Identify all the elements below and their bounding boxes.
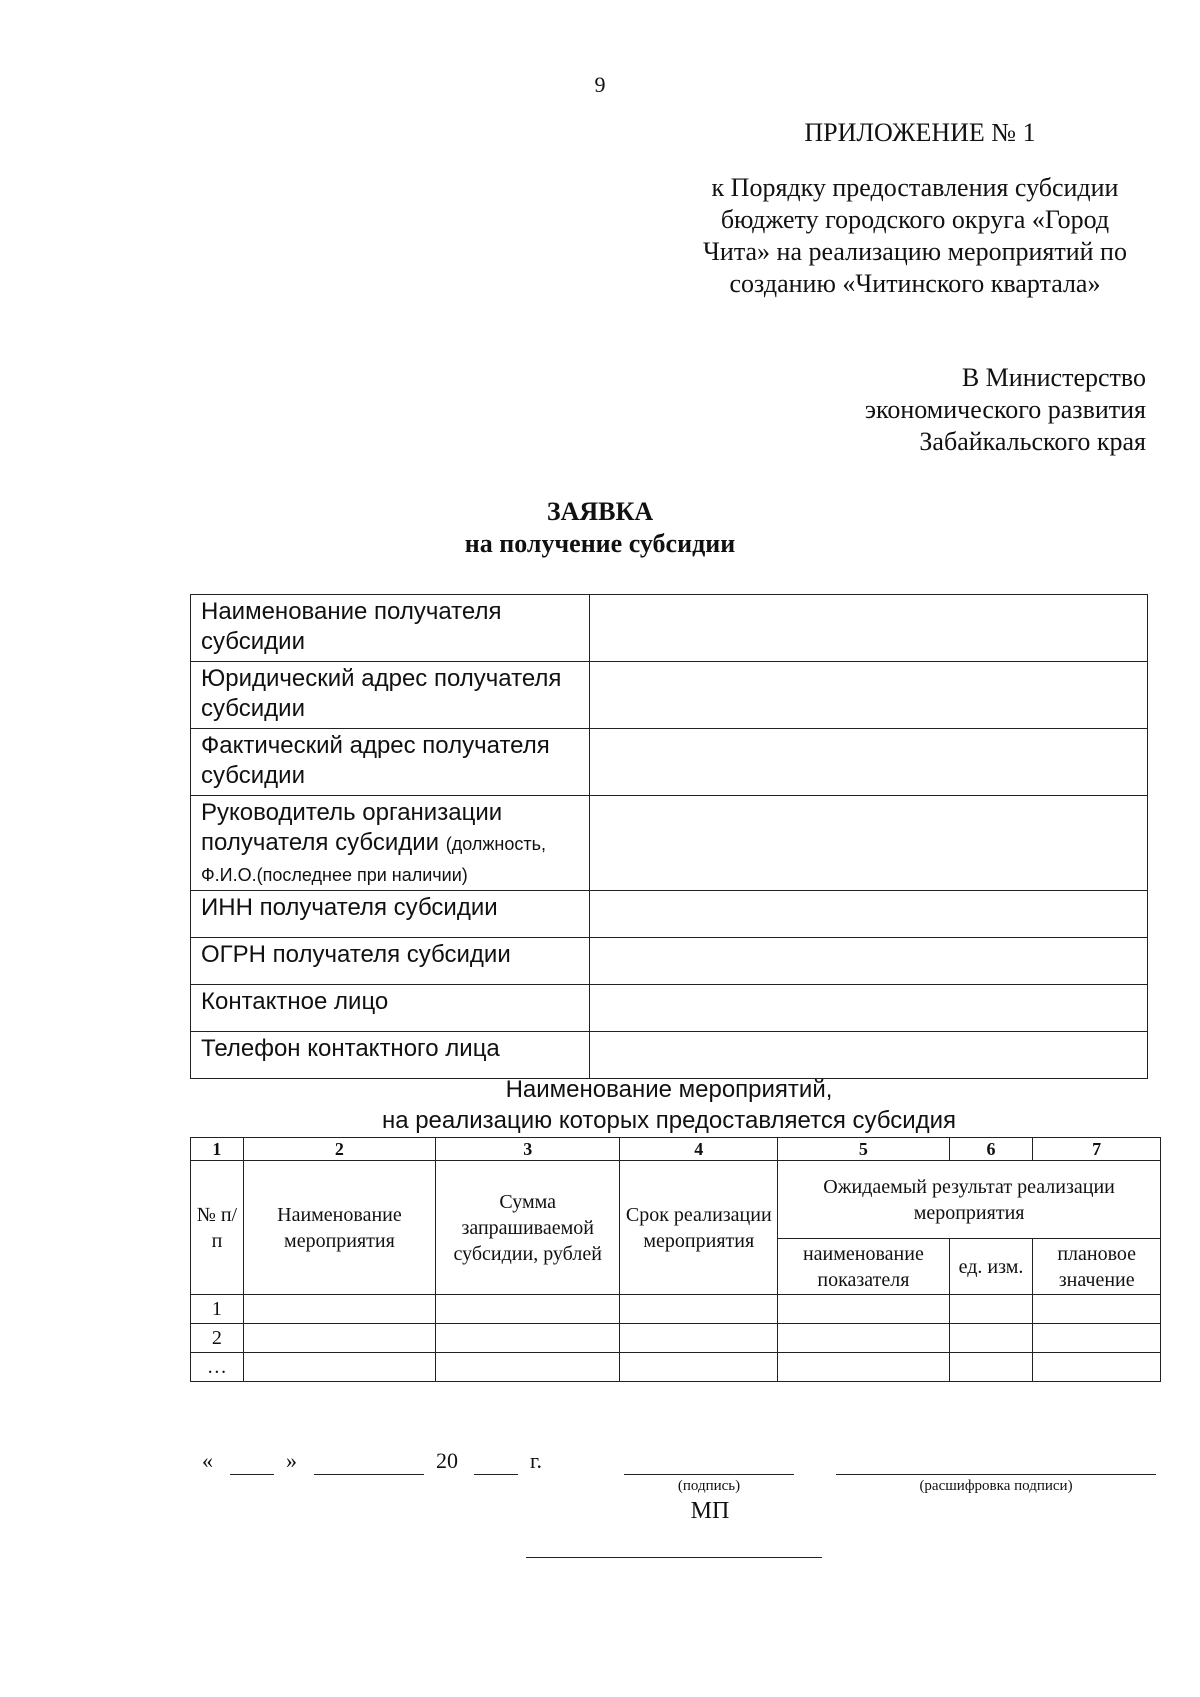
header-sum: Сумма запрашиваемой субсидии, рублей: [436, 1161, 620, 1295]
info-value-cell[interactable]: [590, 1032, 1148, 1079]
header-term: Срок реализации мероприятия: [620, 1161, 778, 1295]
header-result: Ожидаемый результат реализации мероприятия: [778, 1161, 1161, 1239]
appendix-title: ПРИЛОЖЕНИЕ № 1: [804, 118, 1036, 147]
table-cell[interactable]: [1033, 1324, 1161, 1353]
events-caption: [190, 1074, 1148, 1136]
stamp-label: МП: [690, 1498, 730, 1524]
table-cell[interactable]: [436, 1324, 620, 1353]
header-indicator: наименование показателя: [778, 1239, 949, 1295]
order-line: созданию «Читинского квартала»: [729, 269, 1101, 298]
header-no: № п/п: [191, 1161, 244, 1295]
info-row: [191, 796, 1148, 891]
table-cell[interactable]: [949, 1295, 1033, 1324]
month-blank[interactable]: [314, 1474, 424, 1475]
column-number: 2: [243, 1138, 435, 1161]
info-label: Контактное лицо: [191, 985, 590, 1032]
info-label-note: (должность, Ф.И.О.(последнее при наличии): [201, 834, 546, 885]
info-label: Руководитель организации получателя субсидии: [201, 799, 503, 856]
column-number: 5: [778, 1138, 949, 1161]
info-label-cell: [191, 796, 590, 891]
order-line: бюджету городского округа «Город: [720, 205, 1110, 234]
recipient-line: В Министерство: [961, 363, 1146, 392]
info-label: Фактический адрес получателя субсидии: [191, 729, 590, 796]
events-caption-line: Наименование мероприятий,: [505, 1076, 833, 1103]
signature-line[interactable]: [624, 1474, 794, 1475]
applicant-info-table: [190, 594, 1148, 1079]
year-suffix: г.: [530, 1448, 543, 1473]
table-cell[interactable]: [778, 1295, 949, 1324]
info-label: ОГРН получателя субсидии: [191, 938, 590, 985]
table-cell[interactable]: [949, 1324, 1033, 1353]
document-subtitle: на получение субсидии: [464, 529, 736, 558]
day-blank[interactable]: [230, 1474, 274, 1475]
table-cell[interactable]: [778, 1324, 949, 1353]
recipient-line: экономического развития: [864, 395, 1146, 424]
info-row: [191, 1032, 1148, 1079]
table-cell[interactable]: [1033, 1353, 1161, 1382]
header-planned: плановое значение: [1033, 1239, 1161, 1295]
order-line: к Порядку предоставления субсидии: [711, 173, 1119, 202]
decoding-caption: (расшифровка подписи): [919, 1478, 1073, 1494]
recipient-block: [865, 362, 1146, 458]
column-number: 6: [949, 1138, 1033, 1161]
table-cell[interactable]: [243, 1295, 435, 1324]
order-reference: [680, 172, 1150, 300]
info-row: [191, 595, 1148, 662]
signature-caption: (подпись): [677, 1478, 741, 1494]
info-row: [191, 938, 1148, 985]
info-row: [191, 891, 1148, 938]
table-row: [191, 1324, 1161, 1353]
table-cell[interactable]: [620, 1295, 778, 1324]
year-blank[interactable]: [474, 1474, 518, 1475]
table-cell[interactable]: [949, 1353, 1033, 1382]
year-prefix: 20: [436, 1448, 458, 1473]
info-value-cell[interactable]: [590, 595, 1148, 662]
info-row: [191, 729, 1148, 796]
bottom-line: [526, 1557, 822, 1558]
info-label: Телефон контактного лица: [191, 1032, 590, 1079]
order-line: Чита» на реализацию мероприятий по: [703, 237, 1127, 266]
info-value-cell[interactable]: [590, 938, 1148, 985]
table-cell[interactable]: [778, 1353, 949, 1382]
table-cell[interactable]: [620, 1324, 778, 1353]
column-number: 7: [1033, 1138, 1161, 1161]
column-number: 1: [191, 1138, 244, 1161]
document-title: ЗАЯВКА: [546, 497, 654, 526]
info-value-cell[interactable]: [590, 891, 1148, 938]
table-cell[interactable]: [436, 1295, 620, 1324]
info-label: ИНН получателя субсидии: [191, 891, 590, 938]
quote-open: «: [202, 1448, 213, 1473]
header-row: [191, 1161, 1161, 1239]
table-cell[interactable]: [1033, 1295, 1161, 1324]
info-label: Юридический адрес получателя субсидии: [191, 662, 590, 729]
info-row: [191, 662, 1148, 729]
row-number: …: [191, 1353, 244, 1382]
decoding-line[interactable]: [836, 1474, 1156, 1475]
recipient-line: Забайкальского края: [919, 427, 1146, 456]
column-number: 4: [620, 1138, 778, 1161]
info-value-cell[interactable]: [590, 662, 1148, 729]
column-number: 3: [436, 1138, 620, 1161]
info-value-cell[interactable]: [590, 796, 1148, 891]
quote-close: »: [286, 1448, 297, 1473]
table-cell[interactable]: [243, 1353, 435, 1382]
info-row: [191, 985, 1148, 1032]
events-caption-line: на реализацию которых предоставляется субсидия: [381, 1107, 957, 1134]
row-number: 1: [191, 1295, 244, 1324]
header-name: Наименование мероприятия: [243, 1161, 435, 1295]
page-number: 9: [594, 72, 606, 97]
info-value-cell[interactable]: [590, 729, 1148, 796]
document-title-block: [0, 496, 1200, 560]
table-cell[interactable]: [243, 1324, 435, 1353]
table-cell[interactable]: [620, 1353, 778, 1382]
info-value-cell[interactable]: [590, 985, 1148, 1032]
table-row: [191, 1353, 1161, 1382]
row-number: 2: [191, 1324, 244, 1353]
events-table: [190, 1137, 1161, 1382]
header-unit: ед. изм.: [949, 1239, 1033, 1295]
table-row: [191, 1295, 1161, 1324]
info-label: Наименование получателя субсидии: [191, 595, 590, 662]
column-numbers-row: [191, 1138, 1161, 1161]
table-cell[interactable]: [436, 1353, 620, 1382]
